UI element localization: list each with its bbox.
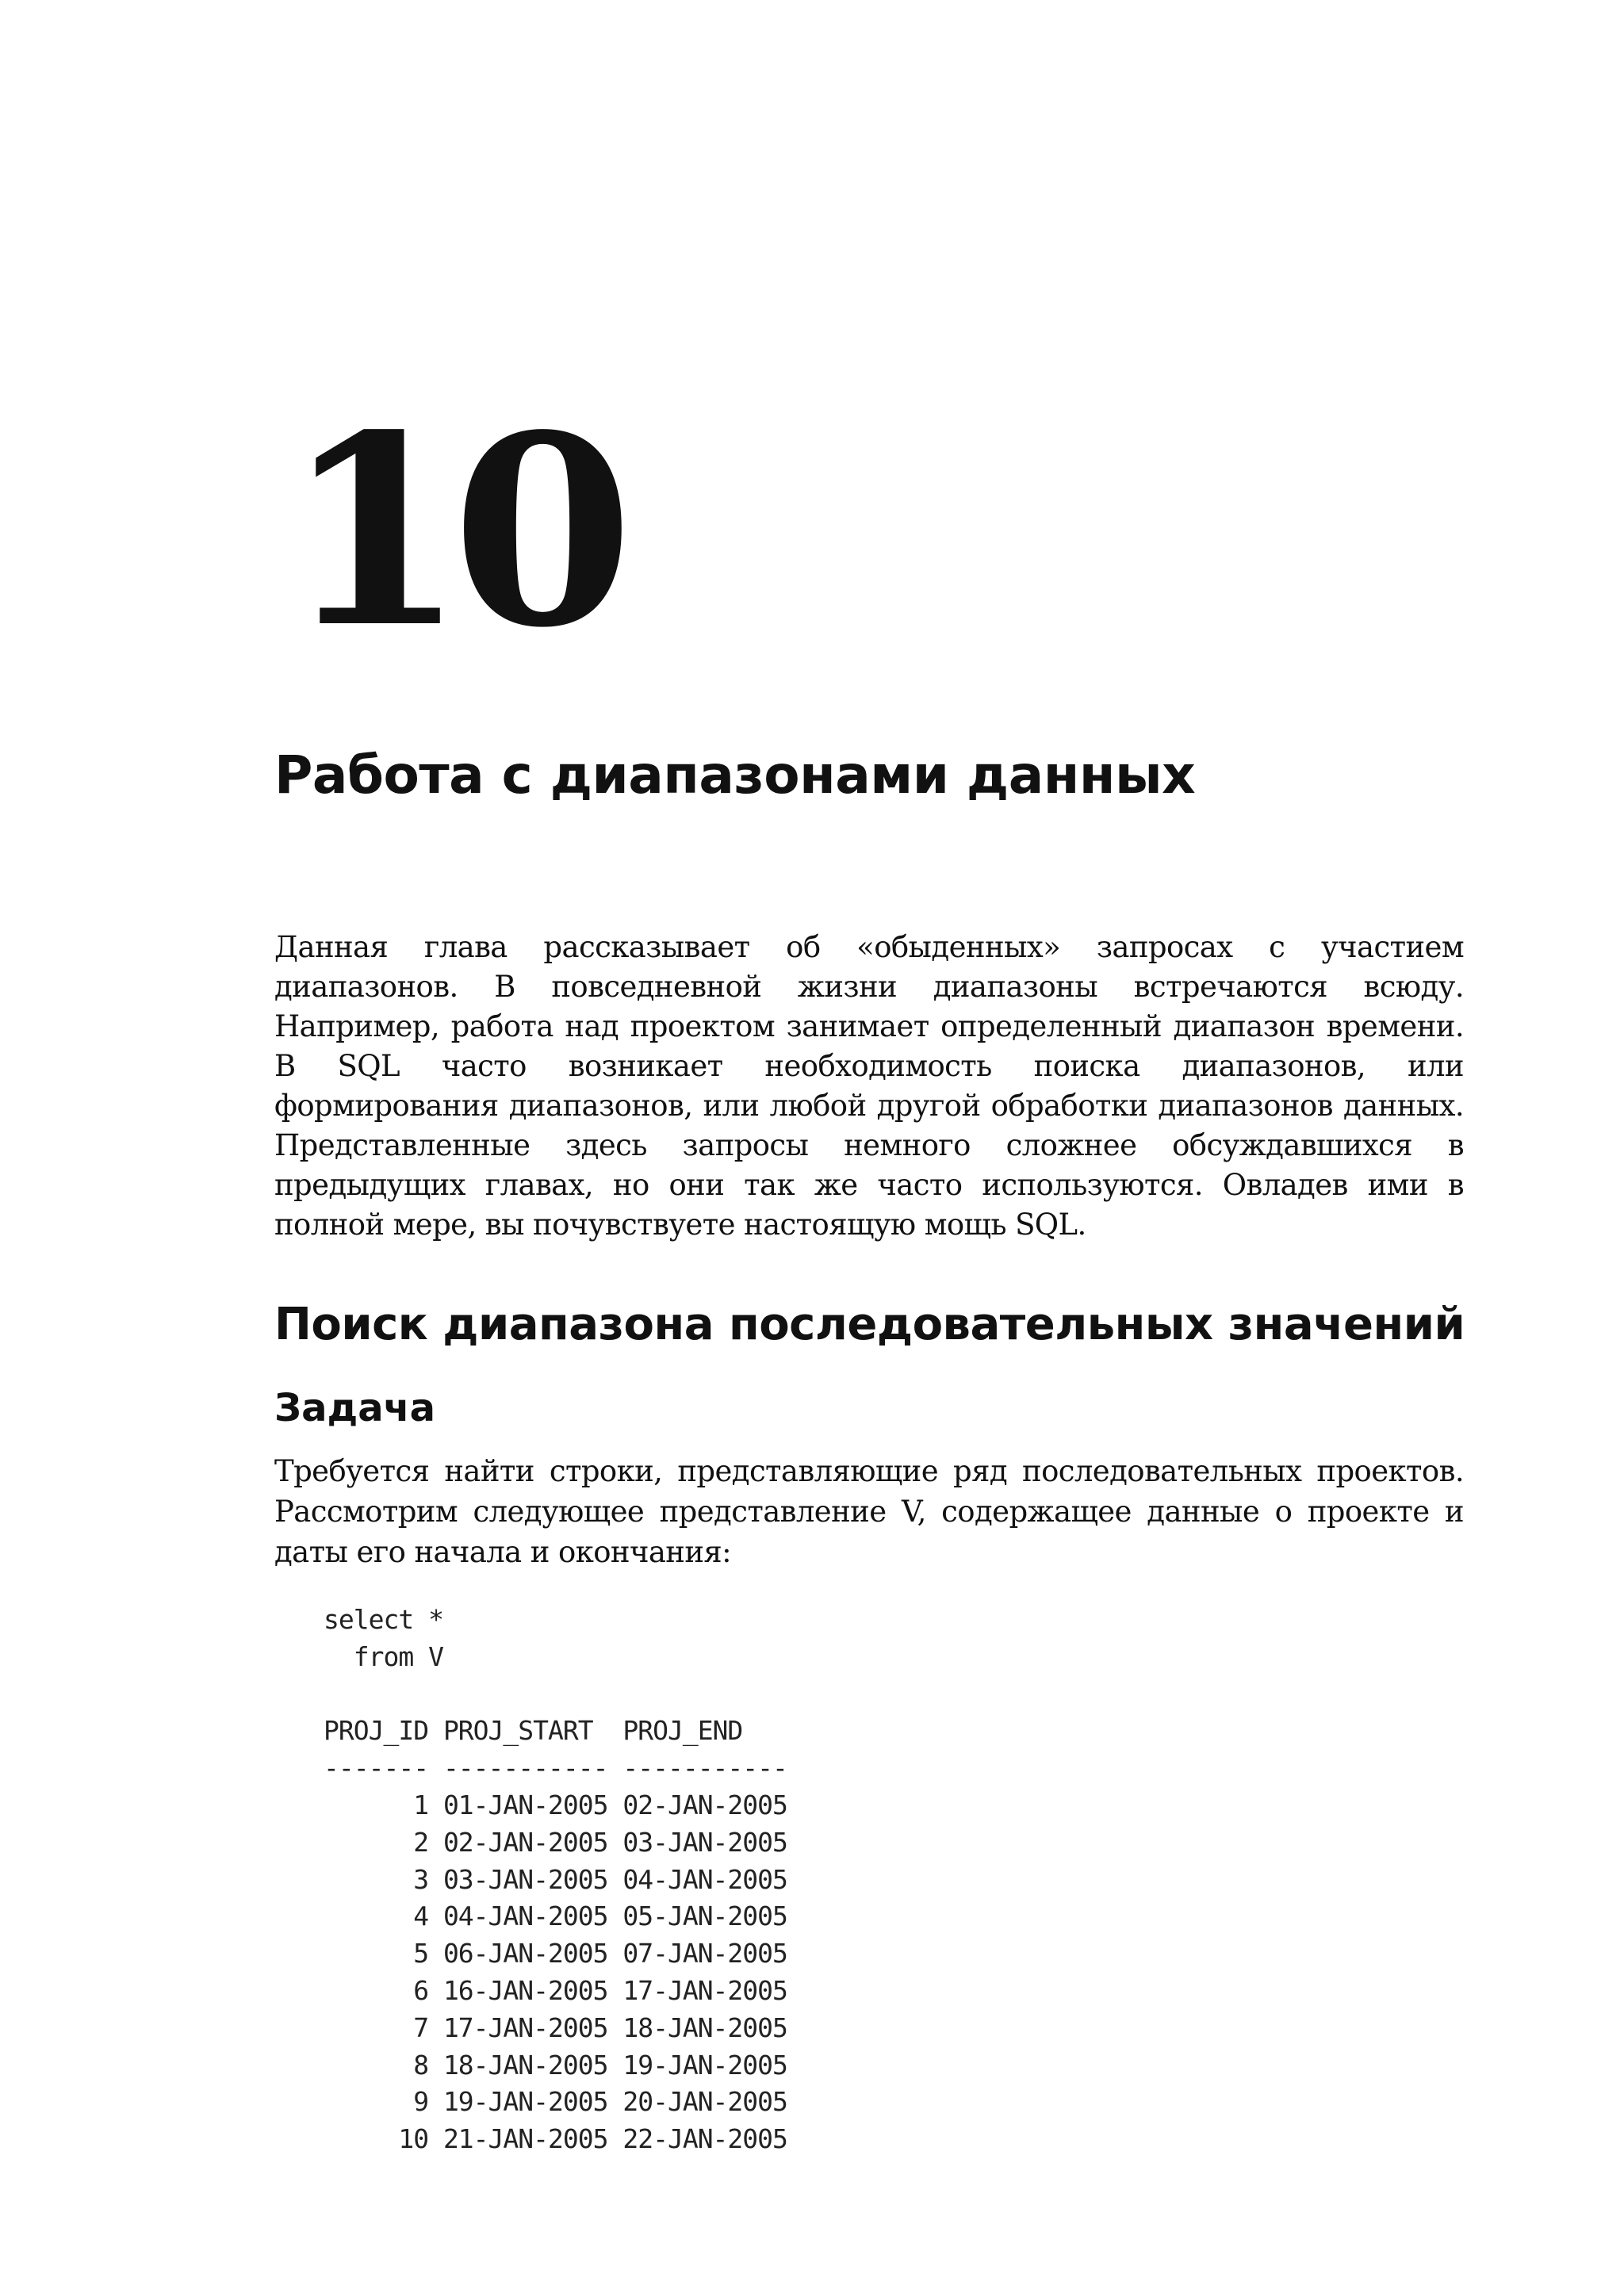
intro-paragraph: Данная глава рассказывает об «обыденных» запросах с участием диапазонов. В повседневной жизни диапазоны встречаются всюду. Например, работа над проектом занимает определенный диапазон времени. В SQL часто возникает необходимость поиска диапазонов, или формирования диапазонов, или любой другой обработки диапазонов данных. Представленные здесь запросы немного сложнее обсуждавшихся в предыдущих главах, но они так же часто используются. Овладев ими в полной мере, вы почувствуете настоящую мощь SQL. (274, 930, 1464, 1242)
subsection-title: Задача (274, 1386, 435, 1430)
sql-code-block: select * from V PROJ_ID PROJ_START PROJ_END ------- ----------- ----------- 1 01-JAN-2005 02-JAN-2005 2 02-JAN-2005 03-JAN-2005 3 03-JAN-2005 04-JAN-2005 4 04-JAN-2005 05-JAN-2005 5 06-JAN-2005 07-JAN-2005 6 16-JAN-2005 17-JAN-2005 7 17-JAN-2005 18-JAN-2005 8 18-JAN-2005 19-JAN-2005 9 19-JAN-2005 20-JAN-2005 10 21-JAN-2005 22-JAN-2005 (324, 1604, 787, 2155)
chapter-number: 10 (284, 377, 620, 685)
task-paragraph: Требуется найти строки, представляющие ряд последовательных проектов. Рассмотрим следующее представление V, содержащее данные о проекте и даты его начала и окончания: (274, 1454, 1464, 1569)
section-title: Поиск диапазона последовательных значений (274, 1299, 1465, 1350)
chapter-title: Работа с диапазонами данных (274, 745, 1196, 806)
